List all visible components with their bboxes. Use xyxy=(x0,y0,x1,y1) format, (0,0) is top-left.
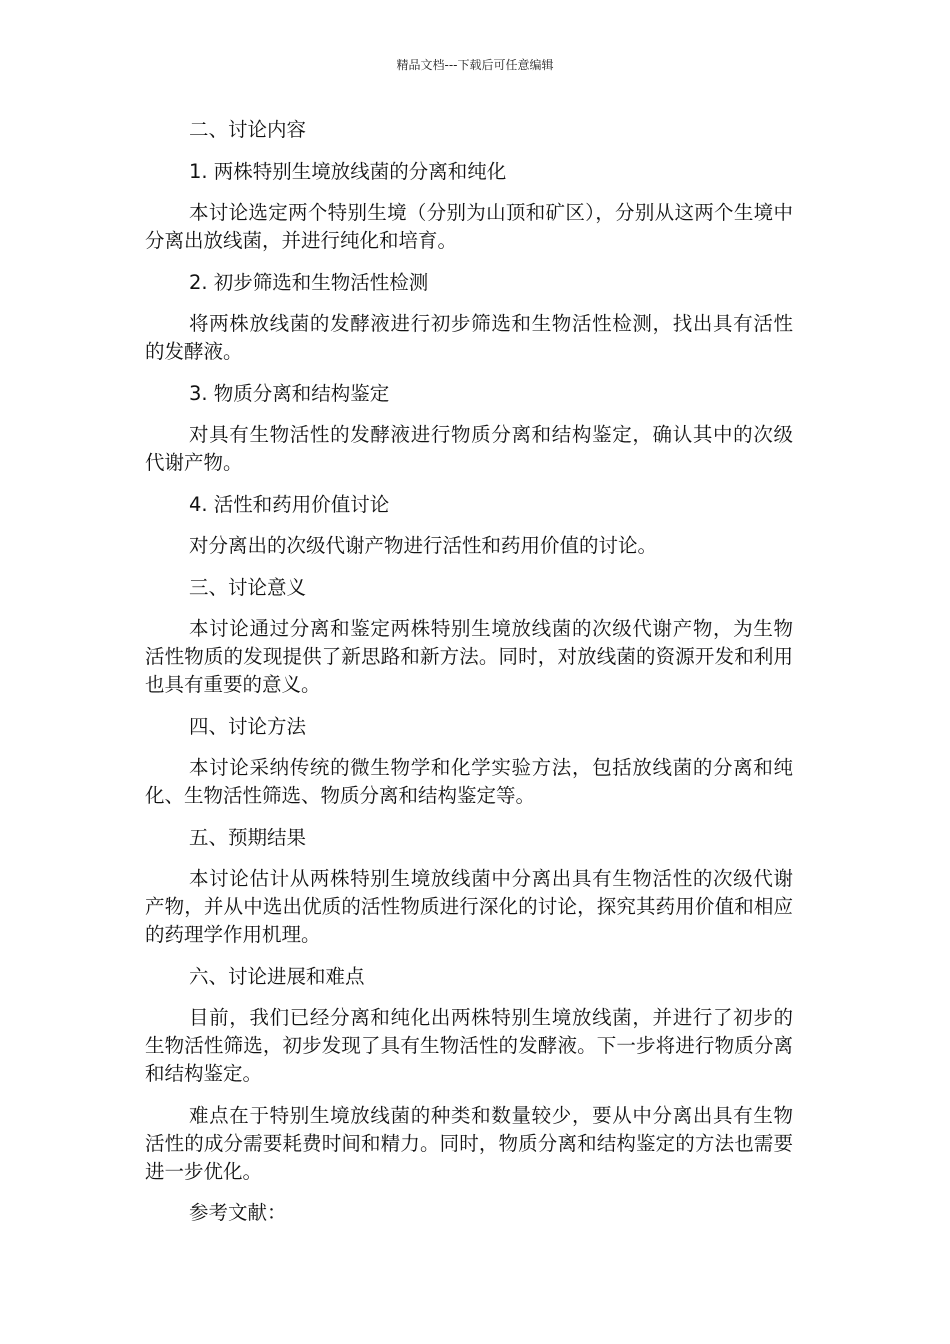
section-heading-references: 参考文献： xyxy=(189,1201,287,1224)
section-heading-expected-results: 五、预期结果 xyxy=(189,825,307,849)
paragraph-significance: 本讨论通过分离和鉴定两株特别生境放线菌的次级代谢产物，为生物活性物质的发现提供了新思路和新方法。同时，对放线菌的资源开发和利用也具有重要的意义。 xyxy=(145,617,793,696)
paragraph-screening: 将两株放线菌的发酵液进行初步筛选和生物活性检测，找出具有活性的发酵液。 xyxy=(145,312,793,363)
subsection-heading-screening: 2. 初步筛选和生物活性检测 xyxy=(189,270,429,294)
subsection-heading-isolation: 1. 两株特别生境放线菌的分离和纯化 xyxy=(189,159,507,183)
page-header: 精品文档---下载后可任意编辑 xyxy=(396,58,554,72)
subsection-heading-activity: 4. 活性和药用价值讨论 xyxy=(189,492,390,516)
section-heading-progress: 六、讨论进展和难点 xyxy=(189,964,365,988)
paragraph-activity: 对分离出的次级代谢产物进行活性和药用价值的讨论。 xyxy=(189,534,658,557)
section-heading-content: 二、讨论内容 xyxy=(189,118,307,141)
section-heading-methods: 四、讨论方法 xyxy=(189,714,307,738)
paragraph-isolation: 本讨论选定两个特别生境（分别为山顶和矿区），分别从这两个生境中分离出放线菌，并进行纯化和培育。 xyxy=(145,201,793,252)
paragraph-structure: 对具有生物活性的发酵液进行物质分离和结构鉴定，确认其中的次级代谢产物。 xyxy=(145,423,793,474)
paragraph-progress: 目前，我们已经分离和纯化出两株特别生境放线菌，并进行了初步的生物活性筛选，初步发现了具有生物活性的发酵液。下一步将进行物质分离和结构鉴定。 xyxy=(145,1006,793,1085)
paragraph-methods: 本讨论采纳传统的微生物学和化学实验方法，包括放线菌的分离和纯化、生物活性筛选、物质分离和结构鉴定等。 xyxy=(145,756,793,807)
paragraph-expected-results: 本讨论估计从两株特别生境放线菌中分离出具有生物活性的次级代谢产物，并从中选出优质的活性物质进行深化的讨论，探究其药用价值和相应的药理学作用机理。 xyxy=(145,867,793,946)
section-heading-significance: 三、讨论意义 xyxy=(189,575,307,599)
paragraph-difficulties: 难点在于特别生境放线菌的种类和数量较少，要从中分离出具有生物活性的成分需要耗费时间和精力。同时，物质分离和结构鉴定的方法也需要进一步优化。 xyxy=(145,1103,793,1183)
document-body xyxy=(145,116,793,1241)
subsection-heading-structure: 3. 物质分离和结构鉴定 xyxy=(189,381,390,405)
